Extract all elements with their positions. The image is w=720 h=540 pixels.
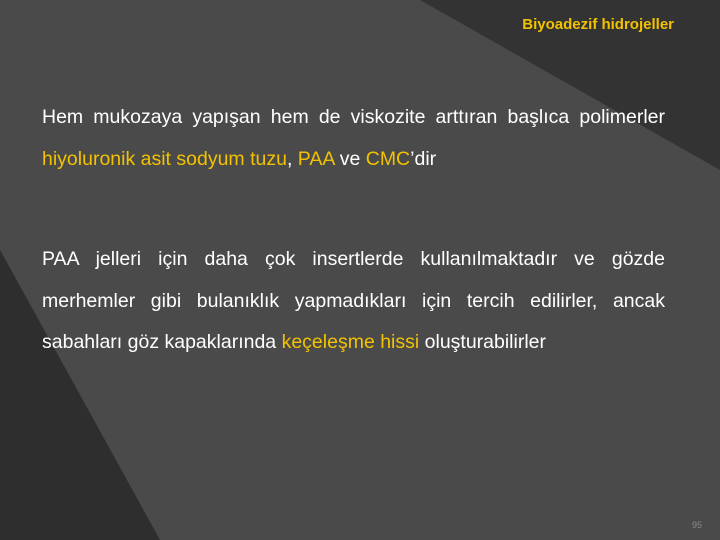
highlight-hyaluronic: hiyoluronik asit sodyum tuzu <box>42 147 287 170</box>
paragraph-text: ’dir <box>410 147 437 170</box>
highlight-felting: keçeleşme hissi <box>281 331 420 353</box>
paragraph-text: PAA jelleri için daha çok insertlerde kullanılmaktadır ve gözde merhemler gibi bulanıklık yapmadıkları için tercih edilirler, ancak sabahları göz kapaklarında <box>42 248 665 353</box>
paragraph-polymers <box>42 97 665 180</box>
paragraph-paa-gels <box>42 239 665 364</box>
page-number: 95 <box>691 520 702 530</box>
paragraph-text: ve <box>334 147 366 170</box>
paragraph-text: , <box>286 147 298 170</box>
paragraph-text: Hem mukozaya yapışan hem de viskozite arttıran başlıca polimerler <box>42 106 665 128</box>
paragraph-text: oluşturabilirler <box>419 331 547 353</box>
highlight-cmc: CMC <box>365 147 411 170</box>
slide-title: Biyoadezif hidrojeller <box>522 16 674 33</box>
highlight-paa: PAA <box>297 147 335 170</box>
